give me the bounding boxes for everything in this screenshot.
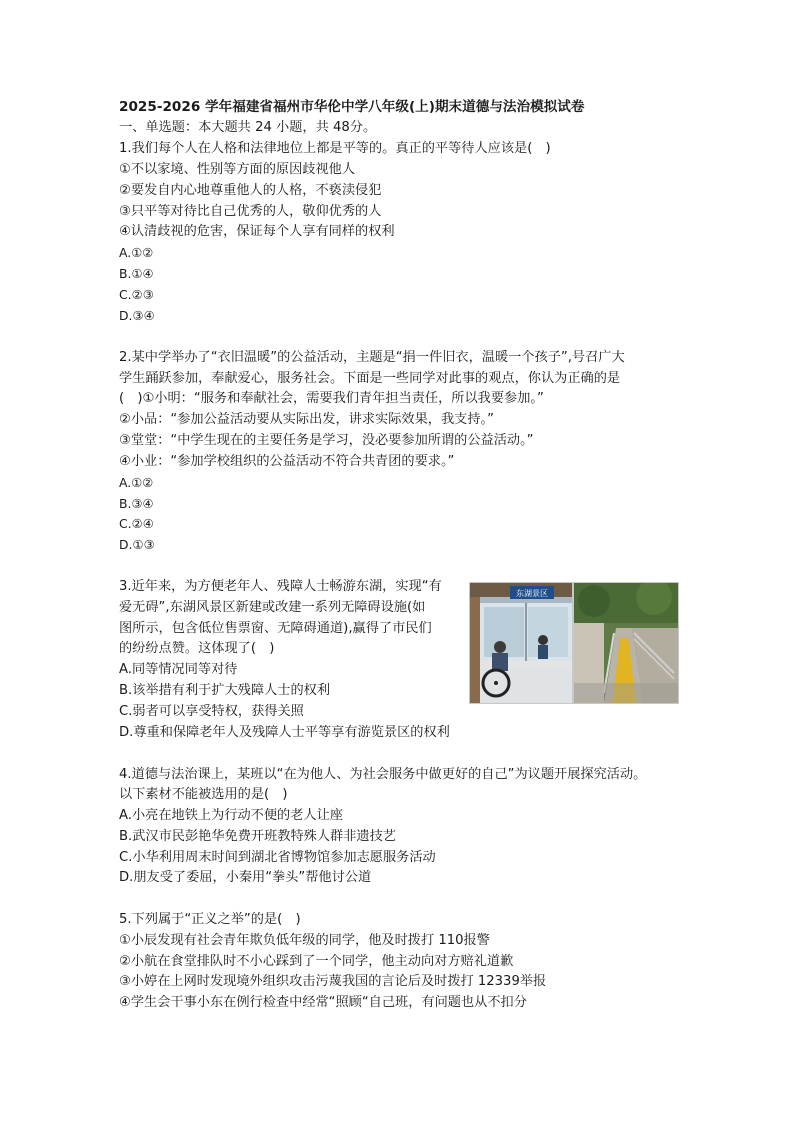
q1-option-d: D.③④ xyxy=(119,308,155,323)
q3-option-b: B.该举措有利于扩大残障人士的权利 xyxy=(119,683,331,698)
q2-option-d: D.①③ xyxy=(119,537,155,552)
q4-option-d: D.朋友受了委屈，小秦用“拳头”帮他讨公道 xyxy=(119,870,372,885)
q1-item-4: ④认清歧视的危害，保证每个人享有同样的权利 xyxy=(119,224,395,239)
q2-option-b: B.③④ xyxy=(119,496,154,511)
q4-option-b: B.武汉市民彭艳华免费开班教特殊人群非遗技艺 xyxy=(119,829,396,844)
q2-item-2: ②小品：“参加公益活动要从实际出发，讲求实际效果，我支持。” xyxy=(119,412,494,427)
q1-option-c: C.②③ xyxy=(119,287,154,302)
q5-item-3: ③小婷在上网时发现境外组织攻击污蔑我国的言论后及时拨打 12339举报 xyxy=(119,974,547,989)
q2-stem-line-1: 2.某中学举办了“衣旧温暖”的公益活动，主题是“捐一件旧衣，温暖一个孩子”,号召广大 xyxy=(119,350,625,365)
q2-item-4: ④小业：“参加学校组织的公益活动不符合共青团的要求。” xyxy=(119,454,455,469)
ramp-illustration xyxy=(574,583,678,703)
q2-stem-line-2: 学生踊跃参加，奉献爱心，服务社会。下面是一些同学对此事的观点，你认为正确的是 xyxy=(119,371,621,386)
q4-stem-line-1: 4.道德与法治课上，某班以“在为他人、为社会服务中做更好的自己”为议题开展探究活动。 xyxy=(119,767,647,782)
q4-option-a: A.小亮在地铁上为行动不便的老人让座 xyxy=(119,808,343,823)
q5-item-2: ②小航在食堂排队时不小心踩到了一个同学，他主动向对方赔礼道歉 xyxy=(119,954,514,969)
q2-item-3: ③堂堂：“中学生现在的主要任务是学习，没必要参加所谓的公益活动。” xyxy=(119,433,534,448)
q1-option-a: A.①② xyxy=(119,245,154,260)
q1-option-b: B.①④ xyxy=(119,266,154,281)
q1-item-1: ①不以家境、性别等方面的原因歧视他人 xyxy=(119,162,356,177)
q3-option-d: D.尊重和保障老年人及残障人士平等享有游览景区的权利 xyxy=(119,725,450,740)
q5-item-1: ①小辰发现有社会青年欺负低年级的同学，他及时拨打 110报警 xyxy=(119,933,490,948)
q1-item-3: ③只平等对待比自己优秀的人，敬仰优秀的人 xyxy=(119,204,382,219)
q1-stem: 1.我们每个人在人格和法律地位上都是平等的。真正的平等待人应该是( ) xyxy=(119,141,551,156)
q3-option-c: C.弱者可以享受特权，获得关照 xyxy=(119,704,304,719)
ticket-window-photo xyxy=(469,582,573,704)
q3-stem-line-3: 图所示，包含低位售票窗、无障碍通道),赢得了市民们 xyxy=(119,621,432,636)
q1-item-2: ②要发自内心地尊重他人的人格，不亵渎侵犯 xyxy=(119,183,382,198)
q2-stem-line-3: ( )①小明：“服务和奉献社会，需要我们青年担当责任，所以我要参加。” xyxy=(119,391,544,406)
q5-stem: 5.下列属于“正义之举”的是( ) xyxy=(119,912,301,927)
q3-stem-line-2: 爱无碍”,东湖风景区新建或改建一系列无障碍设施(如 xyxy=(119,600,426,615)
exam-title: 2025-2026 学年福建省福州市华伦中学八年级(上)期末道德与法治模拟试卷 xyxy=(119,99,585,115)
ticket-window-illustration xyxy=(470,583,572,703)
q2-option-a: A.①② xyxy=(119,475,154,490)
q3-stem-line-1: 3.近年来，为方便老年人、残障人士畅游东湖，实现“有 xyxy=(119,579,442,594)
photo-sign-text: 东湖景区 xyxy=(516,589,548,598)
q3-option-a: A.同等情况同等对待 xyxy=(119,662,238,677)
q4-option-c: C.小华利用周末时间到湖北省博物馆参加志愿服务活动 xyxy=(119,850,436,865)
q5-item-4: ④学生会干事小东在例行检查中经常“照顾“自己班，有问题也从不扣分 xyxy=(119,995,527,1010)
ramp-photo xyxy=(573,582,679,704)
section-heading: 一、单选题：本大题共 24 小题，共 48分。 xyxy=(119,120,377,135)
q4-stem-line-2: 以下素材不能被选用的是( ) xyxy=(119,787,288,802)
q2-option-c: C.②④ xyxy=(119,516,154,531)
q3-stem-line-4: 的纷纷点赞。这体现了( ) xyxy=(119,641,275,656)
